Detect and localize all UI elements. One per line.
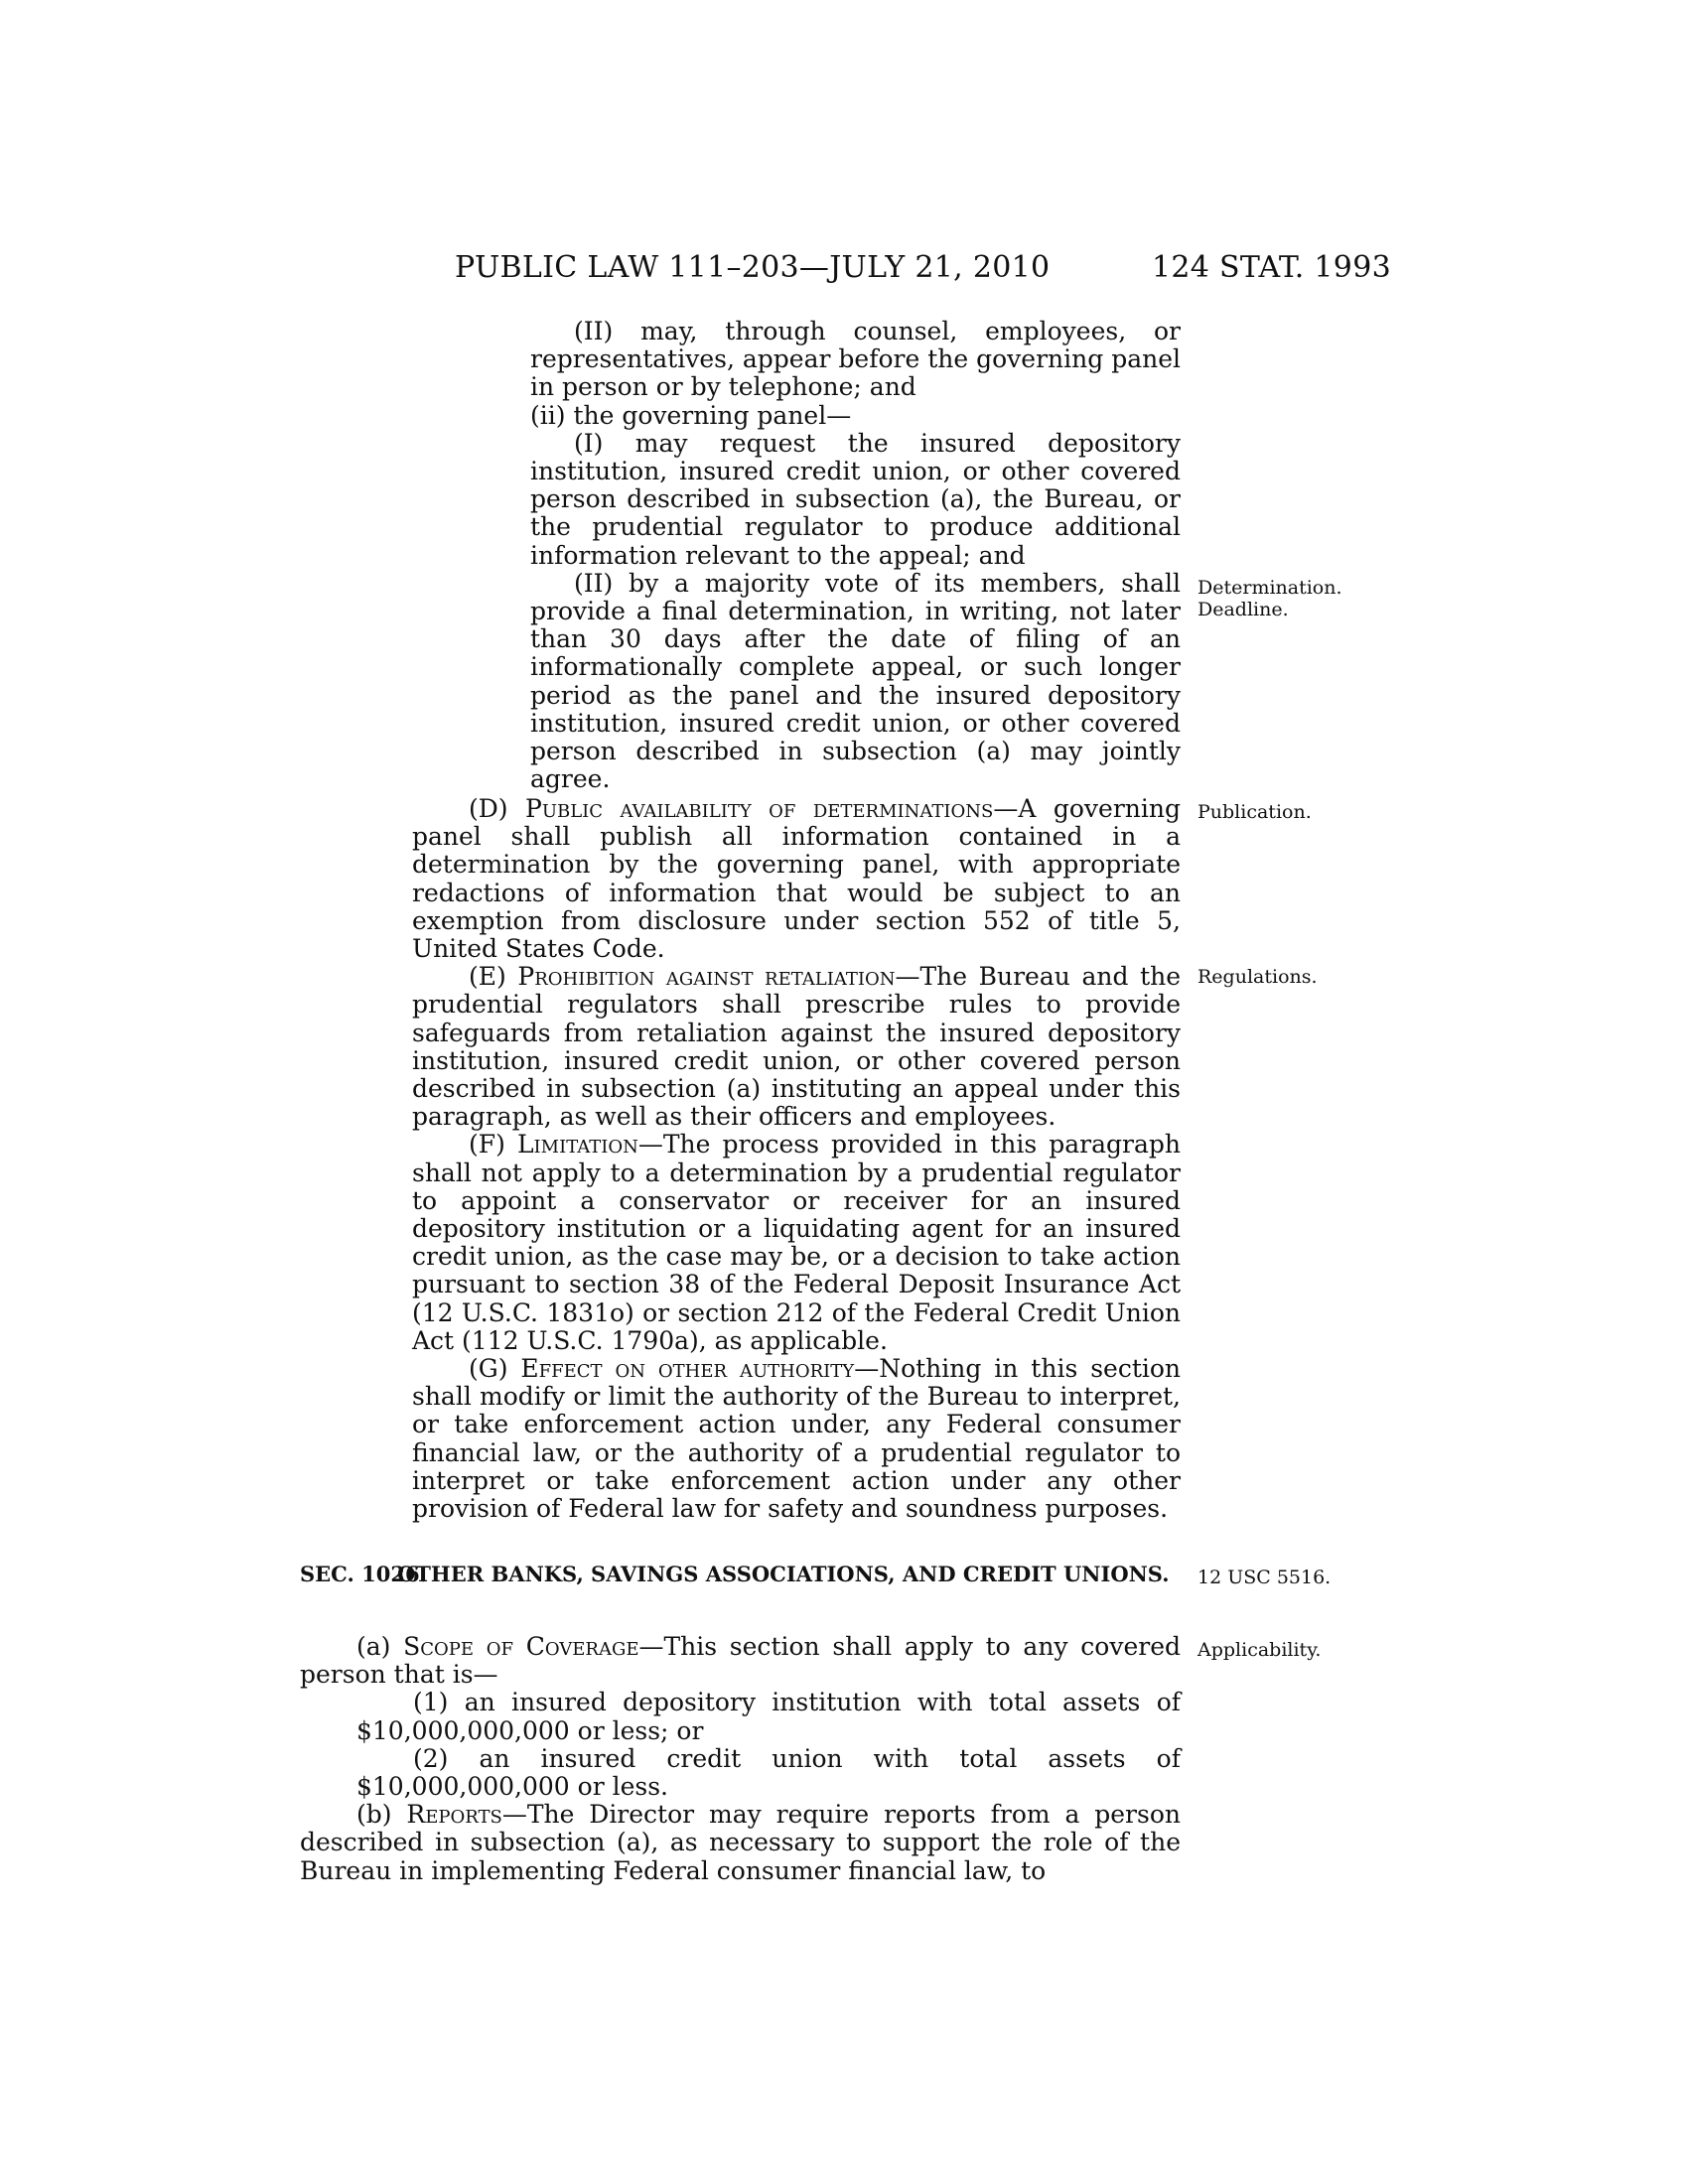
clause-II-majority-vote: (II) by a majority vote of its members, shall provide a final determination, in writing, not later than 30 days after the date of filing of an informationally complete appeal, or such longer period as the panel and the insured depository institution, insured credit union, or other covered person described in subsection (a) may jointly agree. <box>530 568 1181 794</box>
clause-I-request: (I) may request the insured depository institution, insured credit union, or other covered person described in subsection (a), the Bureau, or the prudential regulator to produce additional information relevant to the appeal; and <box>530 428 1181 570</box>
margin-note-applicability: Applicability. <box>1197 1639 1322 1661</box>
clause-block-1 <box>530 318 1181 793</box>
subparagraph-label: (G) <box>469 1354 508 1384</box>
subparagraph-d <box>412 795 1181 963</box>
subparagraph-text: —The Bureau and the prudential regulators shall prescribe rules to provide safeguards from retaliation against the insured depository institution, insured credit union, or other covered person described in subsection (a) instituting an appeal under this paragraph, as well as their officers and employees. <box>412 962 1182 1132</box>
subparagraph-heading: Prohibition against retaliation <box>517 962 896 992</box>
subsection-text: —This section shall apply to any covered person that is— <box>300 1632 1181 1690</box>
page-number: 124 STAT. 1993 <box>1152 250 1391 285</box>
clause-ii-governing-panel: (ii) the governing panel— <box>530 400 852 430</box>
subparagraph-text: —The process provided in this paragraph shall not apply to a determination by a prudential regulator to appoint a conservator or receiver for an insured depository institution or a liquidating agent for an insured credit union, as the case may be, or a decision to take action pursuant to section 38 of the Federal Deposit Insurance Act (12 U.S.C. 1831o) or section 212 of the Federal Credit Union Act (112 U.S.C. 1790a), as applicable. <box>412 1130 1181 1355</box>
subparagraph-e <box>412 963 1181 1131</box>
subparagraph-g <box>412 1355 1181 1523</box>
margin-note-deadline: Deadline. <box>1197 599 1289 620</box>
subparagraph-heading: Public availability of determinations <box>525 794 994 823</box>
subsection-a <box>300 1633 1181 1689</box>
margin-note-regulations: Regulations. <box>1197 966 1318 988</box>
section-number: SEC. 1026. <box>300 1562 427 1586</box>
running-header-left: PUBLIC LAW 111–203—JULY 21, 2010 <box>455 250 1051 285</box>
subsection-label: (b) <box>356 1800 392 1830</box>
subparagraph-heading: Limitation <box>516 1130 638 1160</box>
margin-note-publication: Publication. <box>1197 801 1312 823</box>
subsection-b <box>300 1801 1181 1885</box>
subparagraph-text: —A governing panel shall publish all information contained in a determination by the governing panel, with appropriate redactions of information that would be subject to an exemption from disclosure under section 552 of title 5, United States Code. <box>412 794 1181 964</box>
subsection-heading: Scope of Coverage <box>403 1632 639 1661</box>
subparagraphs-block <box>412 795 1181 1523</box>
clause-II-counsel: (II) may, through counsel, employees, or representatives, appear before the governing panel in person or by telephone; and <box>530 317 1181 402</box>
subsection-heading: Reports <box>406 1800 502 1830</box>
subparagraph-f <box>412 1131 1181 1355</box>
subparagraph-text: —Nothing in this section shall modify or limit the authority of the Bureau to interpret, or take enforcement action under, any Federal consumer financial law, or the authority of a prudential regulator to interpret or take enforcement action under any other provision of Federal law for safety and soundness purposes. <box>412 1354 1182 1524</box>
section-heading <box>300 1561 1182 1588</box>
subsection-label: (a) <box>356 1632 391 1661</box>
subsection-text: —The Director may require reports from a person described in subsection (a), as necessary to support the role of the Bureau in implementing Federal consumer financial law, to <box>300 1800 1181 1885</box>
paragraph-a1: (1) an insured depository institution with total assets of $10,000,000,000 or less; or <box>356 1688 1181 1745</box>
section-body <box>300 1633 1181 1885</box>
paragraph-a2: (2) an insured credit union with total assets of $10,000,000,000 or less. <box>356 1743 1181 1802</box>
subparagraph-label: (E) <box>469 962 506 992</box>
margin-note-usc: 12 USC 5516. <box>1197 1567 1332 1588</box>
subparagraph-label: (D) <box>469 794 508 823</box>
subparagraph-heading: Effect on other authority <box>520 1354 855 1384</box>
section-title: OTHER BANKS, SAVINGS ASSOCIATIONS, AND CREDIT UNIONS. <box>397 1562 1170 1586</box>
subparagraph-label: (F) <box>469 1130 505 1160</box>
margin-note-determination: Determination. <box>1197 577 1342 599</box>
